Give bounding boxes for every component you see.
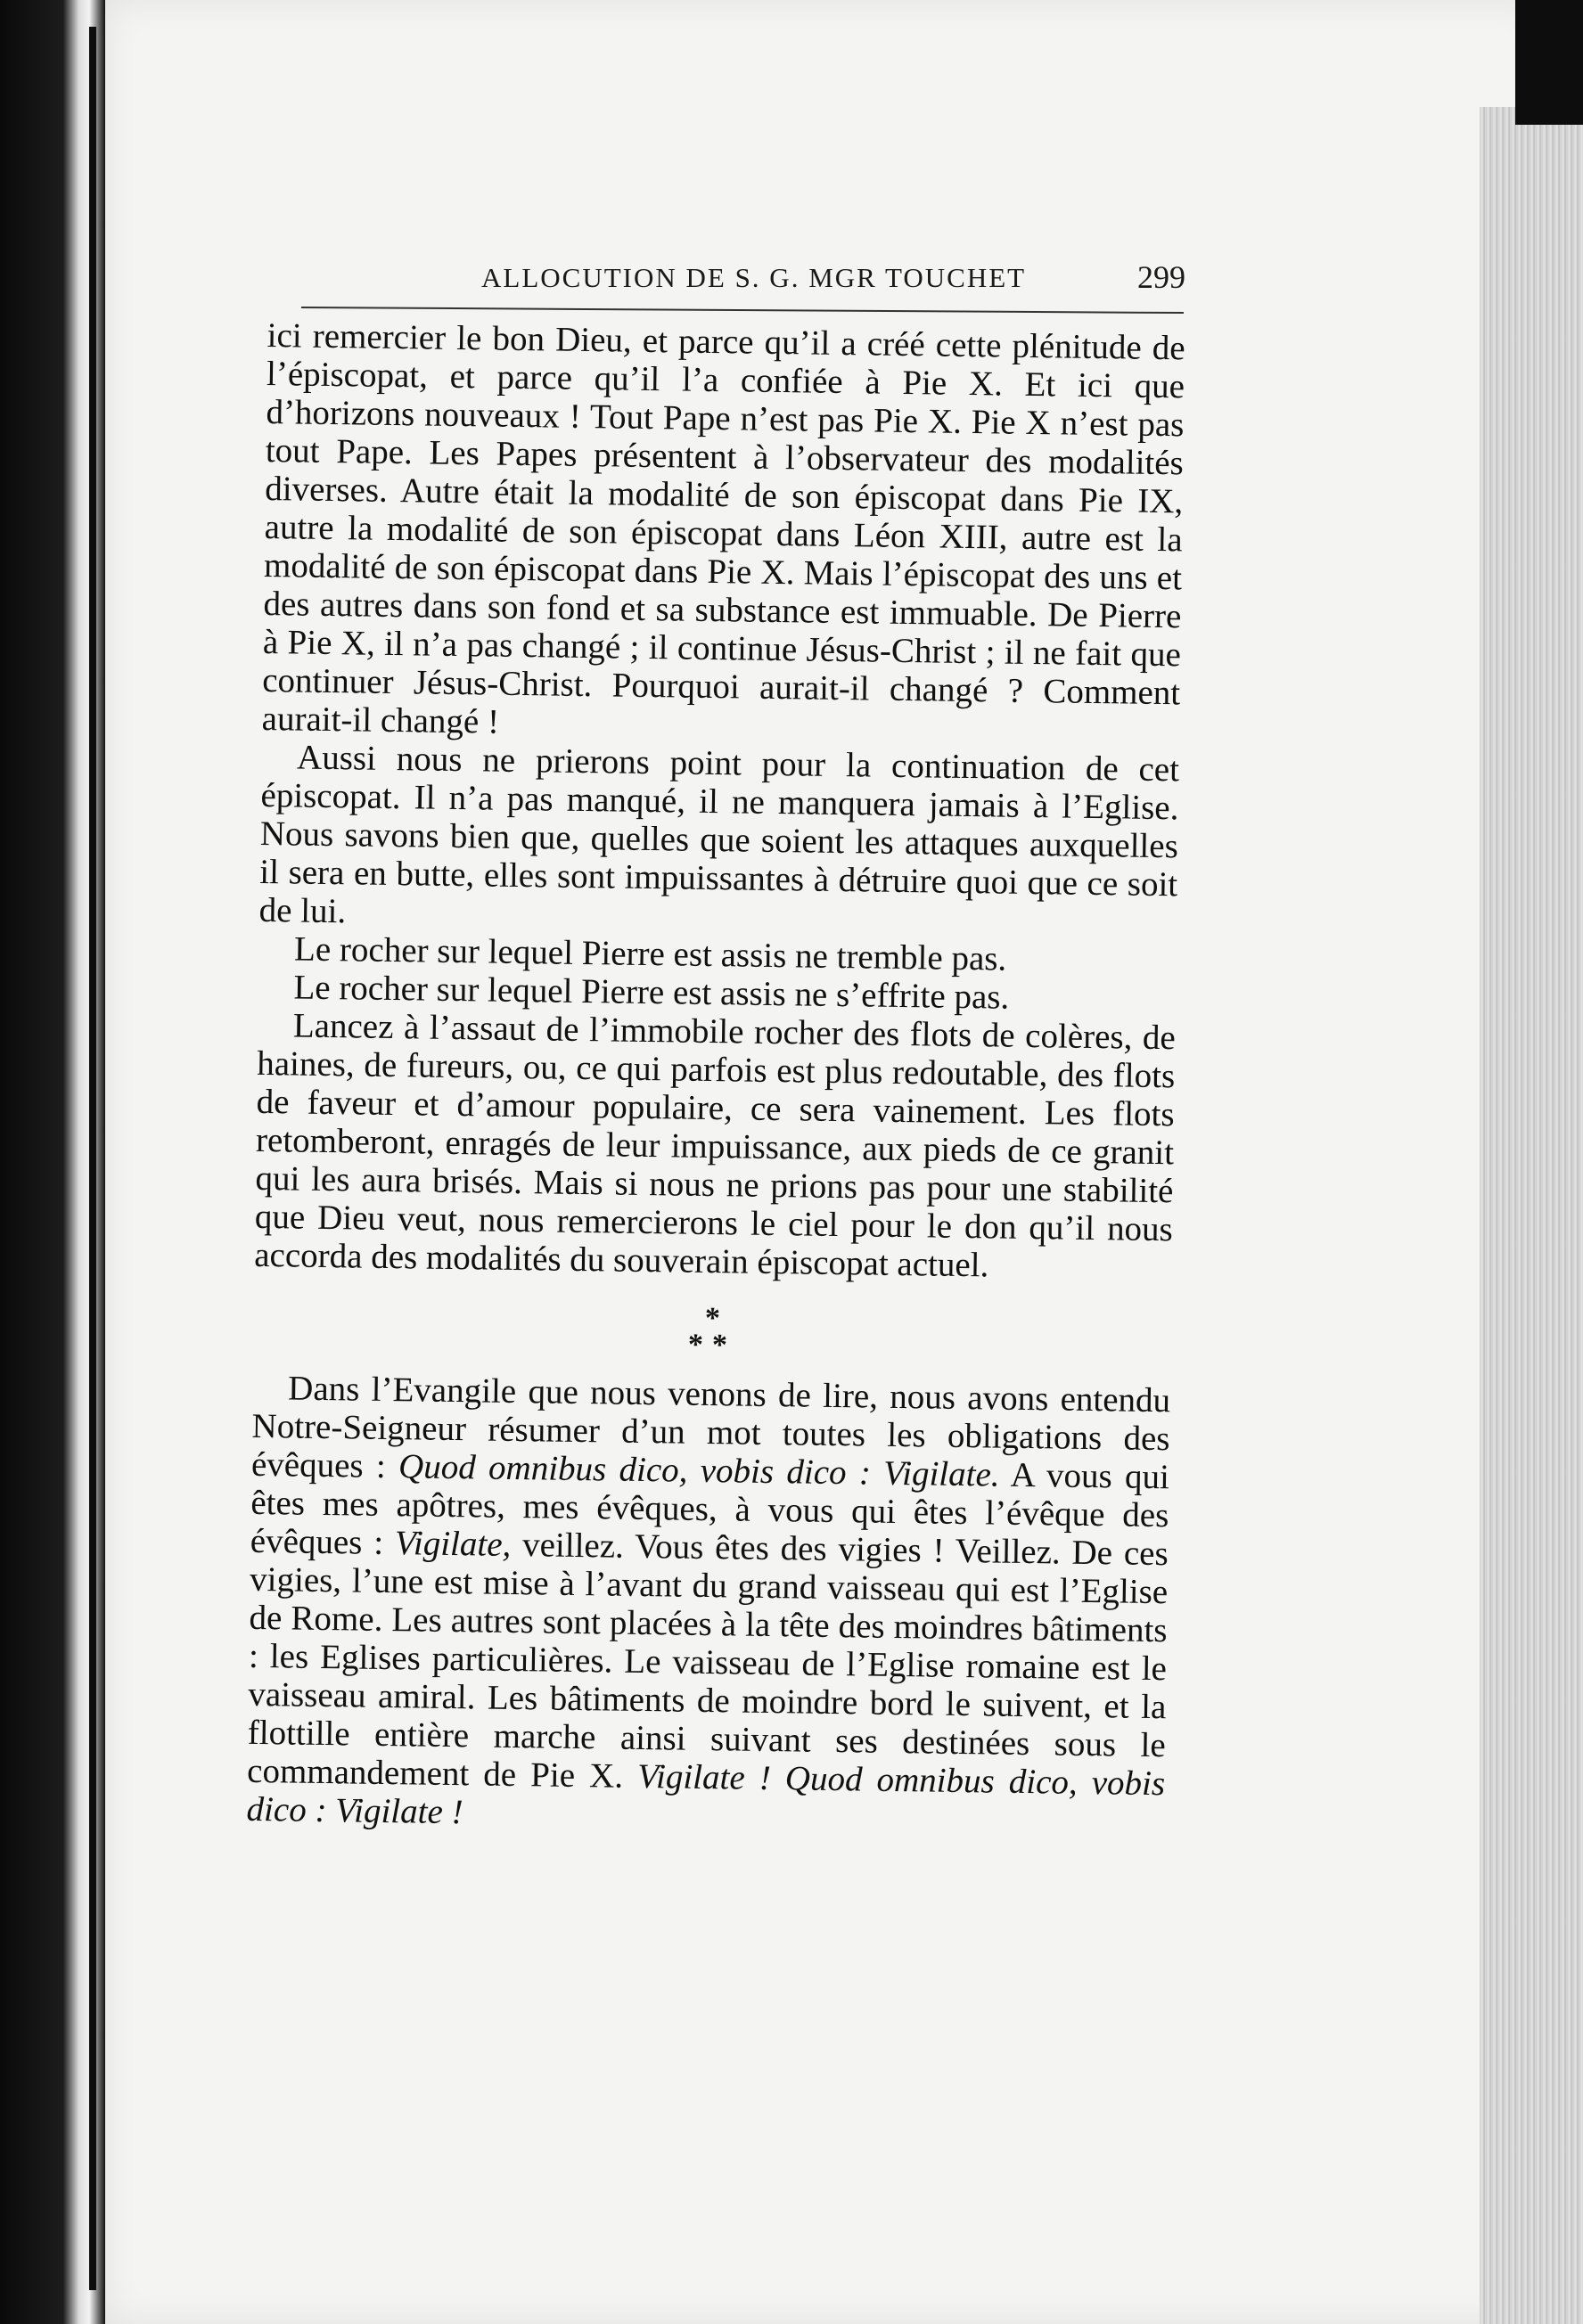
section-asterism — [253, 1299, 1172, 1365]
evangile-italic-2: Vigilate, — [394, 1524, 512, 1564]
paragraph-rocher-effrite: Le rocher sur lequel Pierre est assis ne s’effrite pas. — [293, 968, 1010, 1017]
page-number: 299 — [1137, 259, 1185, 295]
evangile-text-2: A vous qui êtes mes apôtres, mes évêques, à vous qui êtes l’évêque des évêques : — [250, 1455, 1170, 1563]
evangile-italic-1: Quod omnibus dico, vobis dico : Vigilate. — [398, 1447, 1000, 1494]
body-text — [246, 316, 1185, 1841]
paragraph-rocher-tremble: Le rocher sur lequel Pierre est assis ne tremble pas. — [293, 929, 1007, 978]
asterism-top: * — [704, 1301, 721, 1336]
evangile-text-3: veillez. Vous êtes des vigies ! Veillez. De ces vigies, l’une est mise à l’avant du grand vaisseau qui est l’Eglise de Rome. Les autres sont placées à la tête des moindres bâtiments : les Eglises particulières. Le vaisseau de l’Eglise romaine est le vaisseau amiral. Les bâtiments de moindre bord le suivent, et la flottille entière marche ainsi suivant ses destinées sous le commandement de Pie X. — [246, 1525, 1169, 1796]
book-spine — [89, 27, 96, 2290]
evangile-text-1: Dans l’Evangile que nous venons de lire, nous avons entendu Notre-Seigneur résumer d’un mot toutes les obligations des évêques : — [250, 1369, 1171, 1486]
paragraph-evangile — [246, 1369, 1170, 1841]
paragraph-aussi: Aussi nous ne prierons point pour la continuation de cet épiscopat. Il n’a pas manqué, il ne manquera jamais à l’Eglise. Nous savons bien que, quelles que soient les attaques auxquelles il sera en butte, elles sont impuissantes à détruire quoi que ce soit de lui. — [258, 738, 1180, 931]
paragraph-continuation: ici remercier le bon Dieu, et parce qu’il a créé cette plénitude de l’épiscopat, et parce qu’il l’a confiée à Pie X. Et ici que d’horizons nouveaux ! Tout Pape n’est pas Pie X. Pie X n’est pas tout Pape. Les Papes présentent à l’observateur des modalités diverses. Autre était la modalité de son épiscopat dans Pie IX, autre la modalité de son épiscopat dans Léon XIII, autre est la modalité de son épiscopat dans Pie X. Mais l’épiscopat des uns et des autres dans son fond et sa substance est immuable. De Pierre à Pie X, il n’a pas changé ; il continue Jésus-Christ ; il ne fait que continuer Jésus-Christ. Pourquoi aurait-il changé ? Comment aurait-il changé ! — [261, 316, 1185, 741]
right-dark-corner — [1515, 0, 1583, 125]
evangile-italic-3: Vigilate ! Quod omnibus dico, vobis dico : Vigilate ! — [246, 1756, 1166, 1832]
paragraph-lancez: Lancez à l’assaut de l’immobile rocher des flots de colères, de haines, de fureurs, ou, ce qui parfois est plus redoutable, des flots de faveur et d’amour populaire, ce sera vainement. Les flots retomberont, enragés de leur impuissance, aux pieds de ce granit qui les aura brisés. Mais si nous ne prions pas pour une stabilité que Dieu veut, nous remercierons le ciel pour le don qu’il nous accorda des modalités du souverain épiscopat actuel. — [253, 1006, 1177, 1285]
page-header — [294, 257, 1185, 310]
right-page-stack — [1480, 107, 1583, 2324]
running-head: ALLOCUTION DE S. G. MGR TOUCHET — [481, 262, 1027, 293]
asterism-bottom: ** — [687, 1328, 737, 1362]
